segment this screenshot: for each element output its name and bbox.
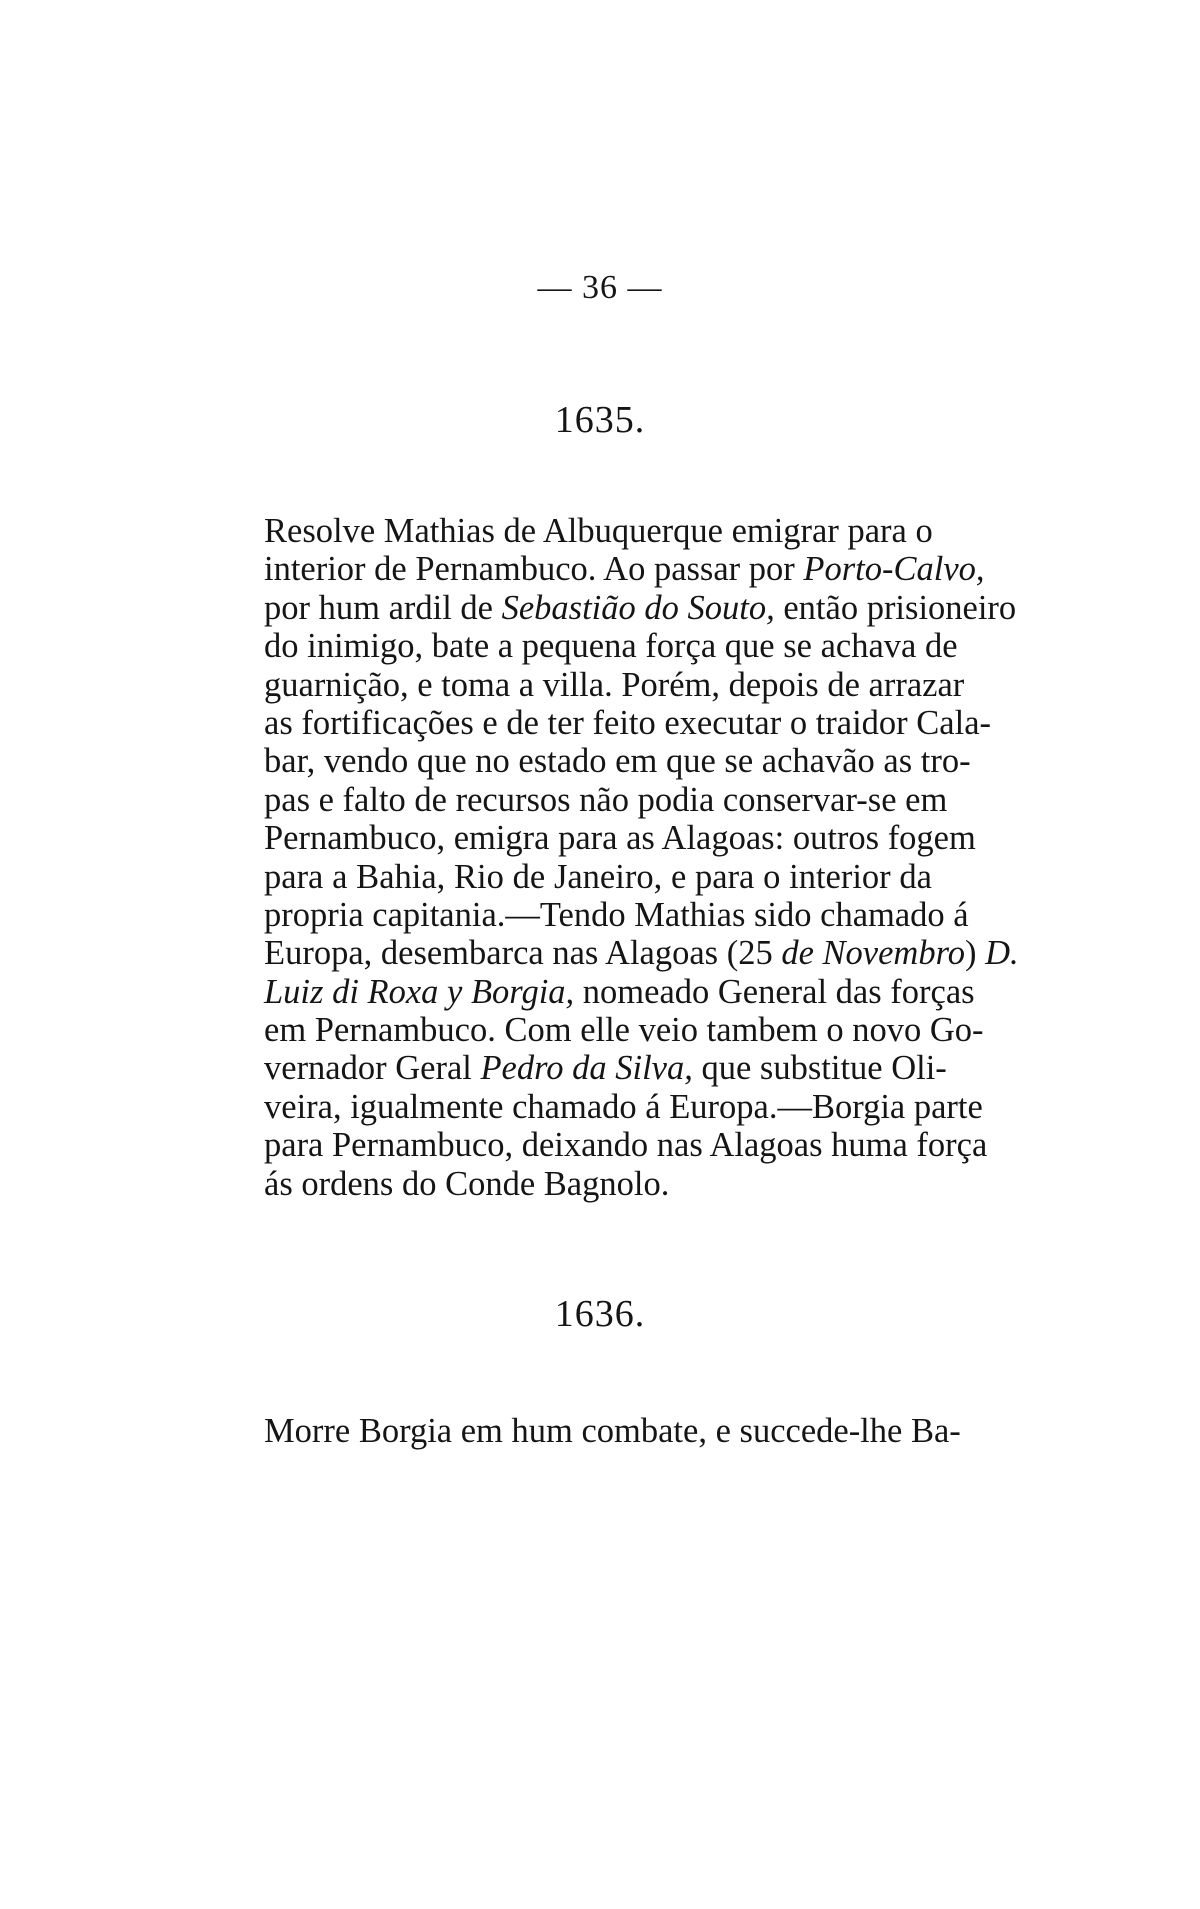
text-line xyxy=(264,627,958,666)
text-line xyxy=(264,1165,932,1203)
text-line xyxy=(264,665,965,704)
text-line xyxy=(264,512,932,550)
text-segment: Europa, desembarca nas Alagoas (25 xyxy=(264,934,782,973)
text-segment: propria capitania.—Tendo Mathias sido chamado á xyxy=(264,895,969,934)
text-line xyxy=(264,972,975,1011)
italic-text: de Novembro xyxy=(781,934,965,973)
text-segment: Morre Borgia em hum combate, e succede-lhe Ba- xyxy=(264,1412,961,1450)
text-line xyxy=(264,1049,947,1088)
text-segment: as fortificações e de ter feito executar o traidor Cala- xyxy=(264,703,991,742)
italic-text: Luiz di Roxa y Borgia, xyxy=(264,972,575,1011)
italic-text: Sebastião do Souto, xyxy=(501,588,775,627)
italic-text: Pedro da Silva, xyxy=(480,1049,693,1088)
text-segment: que substitue Oli- xyxy=(692,1049,947,1088)
text-segment: interior de Pernambuco. Ao passar por xyxy=(264,550,804,589)
year-heading-1636: 1636. xyxy=(554,1293,646,1335)
text-line xyxy=(264,1126,988,1165)
text-segment: pas e falto de recursos não podia conservar-se em xyxy=(264,780,948,819)
text-segment: Resolve Mathias de Albuquerque emigrar para o xyxy=(264,512,933,550)
text-segment: ás ordens do Conde Bagnolo. xyxy=(264,1164,670,1203)
text-segment: veira, igualmente chamado á Europa.—Borgia parte xyxy=(264,1087,983,1126)
text-line xyxy=(264,588,1017,627)
italic-text: D. xyxy=(985,934,1019,973)
text-segment: vernador Geral xyxy=(264,1049,481,1088)
text-segment: guarnição, e toma a villa. Porém, depois de arrazar xyxy=(264,665,965,704)
paragraph-1636 xyxy=(264,1412,961,1450)
text-line xyxy=(264,780,948,819)
text-line xyxy=(264,895,969,934)
text-line xyxy=(264,934,1019,973)
text-segment: nomeado General das forças xyxy=(574,972,975,1011)
text-segment: então prisioneiro xyxy=(774,588,1017,627)
text-segment: por hum ardil de xyxy=(264,588,502,627)
text-segment: do inimigo, bate a pequena força que se achava de xyxy=(264,627,958,666)
page-number: — 36 — xyxy=(537,269,663,306)
text-segment: para Pernambuco, deixando nas Alagoas huma força xyxy=(264,1126,988,1165)
text-segment: para a Bahia, Rio de Janeiro, e para o interior da xyxy=(264,857,932,896)
text-segment: Pernambuco, emigra para as Alagoas: outros fogem xyxy=(264,819,976,858)
text-line xyxy=(264,703,991,742)
paragraph-1635 xyxy=(264,512,1019,1203)
year-heading-1635: 1635. xyxy=(554,399,646,441)
text-line xyxy=(264,1087,983,1126)
text-segment: bar, vendo que no estado em que se achavão as tro- xyxy=(264,742,971,781)
text-line xyxy=(264,819,976,858)
text-line xyxy=(264,858,932,896)
text-segment: em Pernambuco. Com elle veio tambem o novo Go- xyxy=(264,1011,984,1050)
text-line xyxy=(264,550,985,589)
italic-text: Porto-Calvo, xyxy=(803,550,985,589)
text-line xyxy=(264,742,971,781)
text-segment: ) xyxy=(964,934,986,973)
text-line xyxy=(264,1412,961,1450)
text-line xyxy=(264,1011,984,1050)
